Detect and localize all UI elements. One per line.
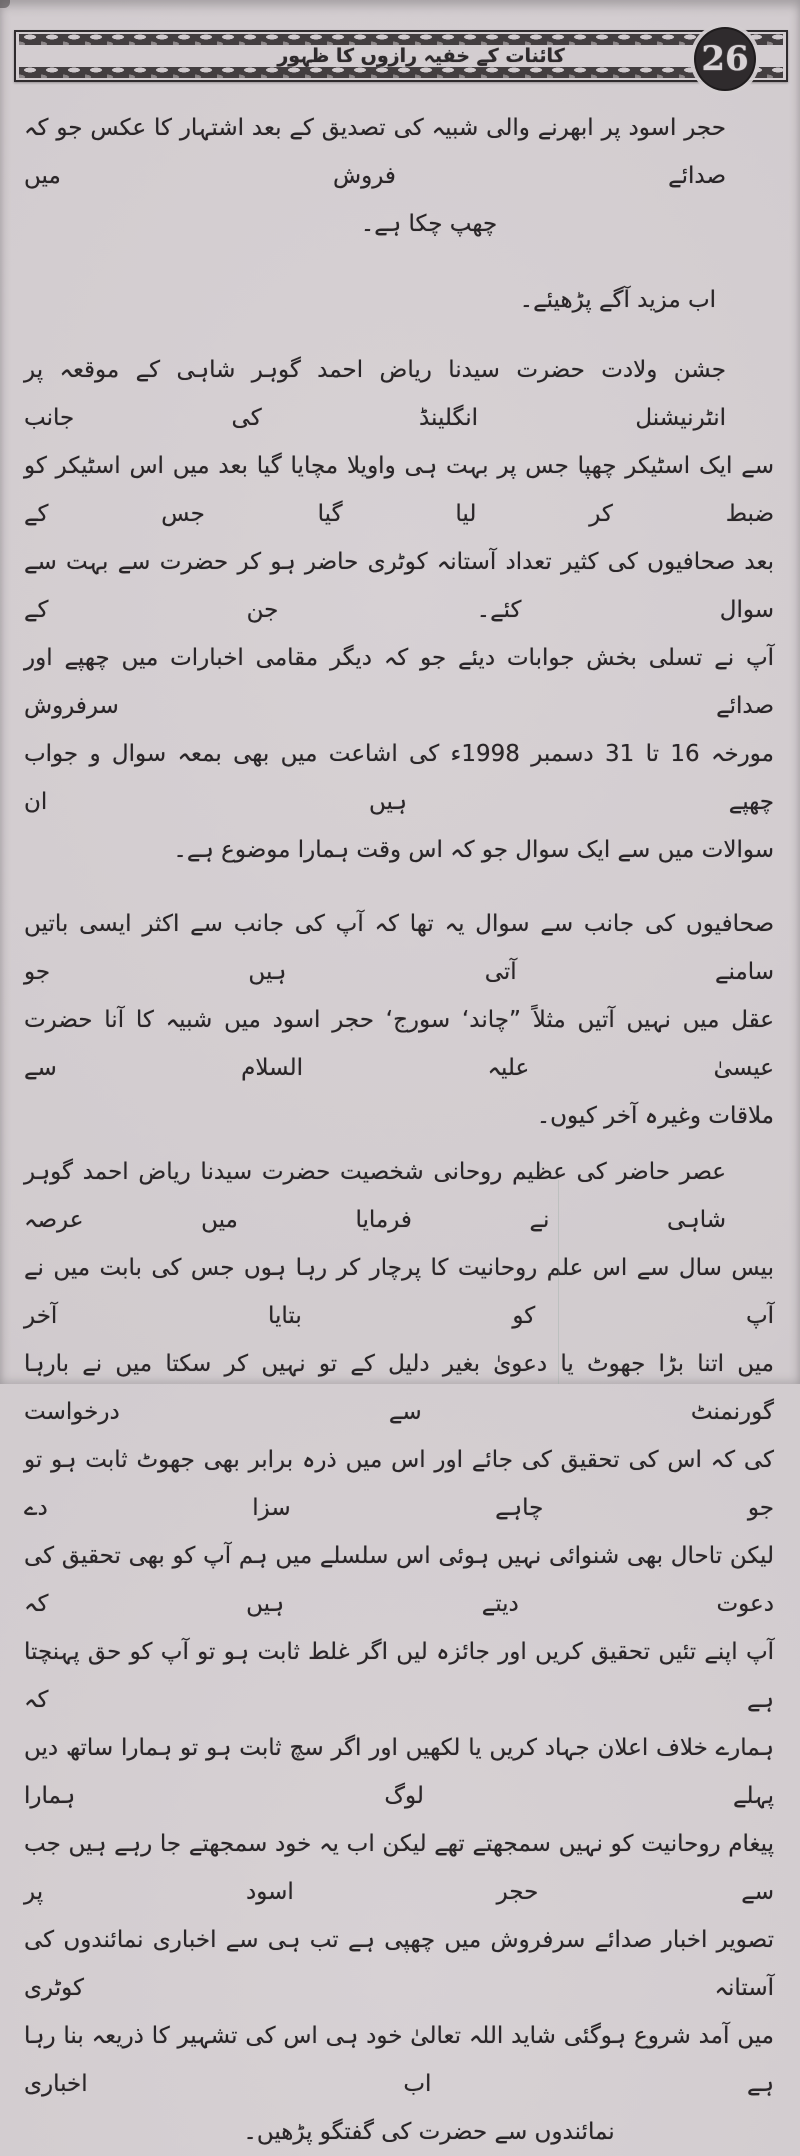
text-line: عقل میں نہیں آتیں مثلاً ”چاند‘ سورج‘ حجر اسود میں شبیہ کا آنا حضرت عیسیٰ علیہ السلام سے [24, 1007, 774, 1081]
text-line: چھپ چکا ہے۔ [360, 211, 498, 237]
text-line: بیس سال سے اس علم روحانیت کا پرچار کر رہا ہوں جس کی بابت میں نے آپ کو بتایا آخر [24, 1255, 774, 1329]
paragraph [24, 346, 774, 874]
text-line: ملاقات وغیرہ آخر کیوں۔ [536, 1103, 774, 1129]
chapter-header-band [14, 30, 788, 82]
text-line: میں آمد شروع ہوگئی شاید اللہ تعالیٰ خود ہی اس کی تشہیر کا ذریعہ بنا رہا ہے اب اخباری [24, 2023, 774, 2097]
paragraph [24, 1148, 774, 2156]
paragraph [24, 900, 774, 1140]
text-line: سوالات میں سے ایک سوال جو کہ اس وقت ہمارا موضوع ہے۔ [173, 837, 774, 863]
chapter-title: کائنات کے خفیہ رازوں کا ظہور [277, 45, 565, 67]
text-line: کی کہ اس کی تحقیق کی جائے اور اس میں ذرہ برابر بھی جھوٹ ثابت ہو تو جو چاہے سزا دے [24, 1447, 774, 1521]
text-line: جشن ولادت حضرت سیدنا ریاض احمد گوہر شاہی کے موقعہ پر انٹرنیشنل انگلینڈ کی جانب [24, 357, 726, 431]
text-line: اب مزید آگے پڑھیئے۔ [519, 287, 716, 313]
text-line: بعد صحافیوں کی کثیر تعداد آستانہ کوٹری حاضر ہو کر حضرت سے بہت سے سوال کئے۔ جن کے [24, 549, 774, 623]
text-line: مورخہ 16 تا 31 دسمبر 1998ء کی اشاعت میں بھی بمعہ سوال و جواب چھپے ہیں ان [24, 741, 774, 815]
text-line: ہمارے خلاف اعلان جہاد کریں یا لکھیں اور اگر سچ ثابت ہو تو ہمارا ساتھ دیں پہلے لوگ ہمارا [24, 1735, 774, 1809]
text-line: پیغام روحانیت کو نہیں سمجھتے تھے لیکن اب یہ خود سمجھتے جا رہے ہیں جب سے حجر اسود پر [24, 1831, 774, 1905]
paragraph [24, 276, 774, 324]
text-line: نمائندوں سے حضرت کی گفتگو پڑھیں۔ [243, 2119, 615, 2145]
text-line: عصر حاضر کی عظیم روحانی شخصیت حضرت سیدنا ریاض احمد گوہر شاہی نے فرمایا میں عرصہ [24, 1159, 726, 1233]
text-line: آپ اپنے تئیں تحقیق کریں اور جائزہ لیں اگر غلط ثابت ہو تو آپ کو حق پہنچتا ہے کہ [24, 1639, 774, 1713]
paragraph [24, 104, 774, 248]
guilloche-strip-bottom [19, 67, 783, 78]
page-number-badge [694, 27, 756, 91]
header-title-row [19, 45, 783, 67]
guilloche-strip-top [19, 34, 783, 45]
text-line: صحافیوں کی جانب سے سوال یہ تھا کہ آپ کی جانب سے اکثر ایسی باتیں سامنے آتی ہیں جو [24, 911, 774, 985]
page-text [0, 104, 800, 2156]
text-line: آپ نے تسلی بخش جوابات دیئے جو کہ دیگر مقامی اخبارات میں چھپے اور صدائے سرفروش [24, 645, 774, 719]
text-line: لیکن تاحال بھی شنوائی نہیں ہوئی اس سلسلے میں ہم آپ کو بھی تحقیق کی دعوت دیتے ہیں کہ [24, 1543, 774, 1617]
text-line: حجر اسود پر ابھرنے والی شبیہ کی تصدیق کے بعد اشتہار کا عکس جو کہ صدائے فروش میں [24, 115, 726, 189]
text-line: سے ایک اسٹیکر چھپا جس پر بہت ہی واویلا مچایا گیا بعد میں اس اسٹیکر کو ضبط کر لیا گیا جس کے [24, 453, 774, 527]
text-line: تصویر اخبار صدائے سرفروش میں چھپی ہے تب ہی سے اخباری نمائندوں کی آستانہ کوٹری [24, 1927, 774, 2001]
scan-edge-artifact [0, 0, 10, 8]
page-number: 26 [701, 39, 749, 79]
scan-line-artifact [558, 1180, 559, 1384]
text-line: میں اتنا بڑا جھوٹ یا دعویٰ بغیر دلیل کے تو نہیں کر سکتا میں نے بارہا گورنمنٹ سے درخواست [24, 1351, 774, 1425]
